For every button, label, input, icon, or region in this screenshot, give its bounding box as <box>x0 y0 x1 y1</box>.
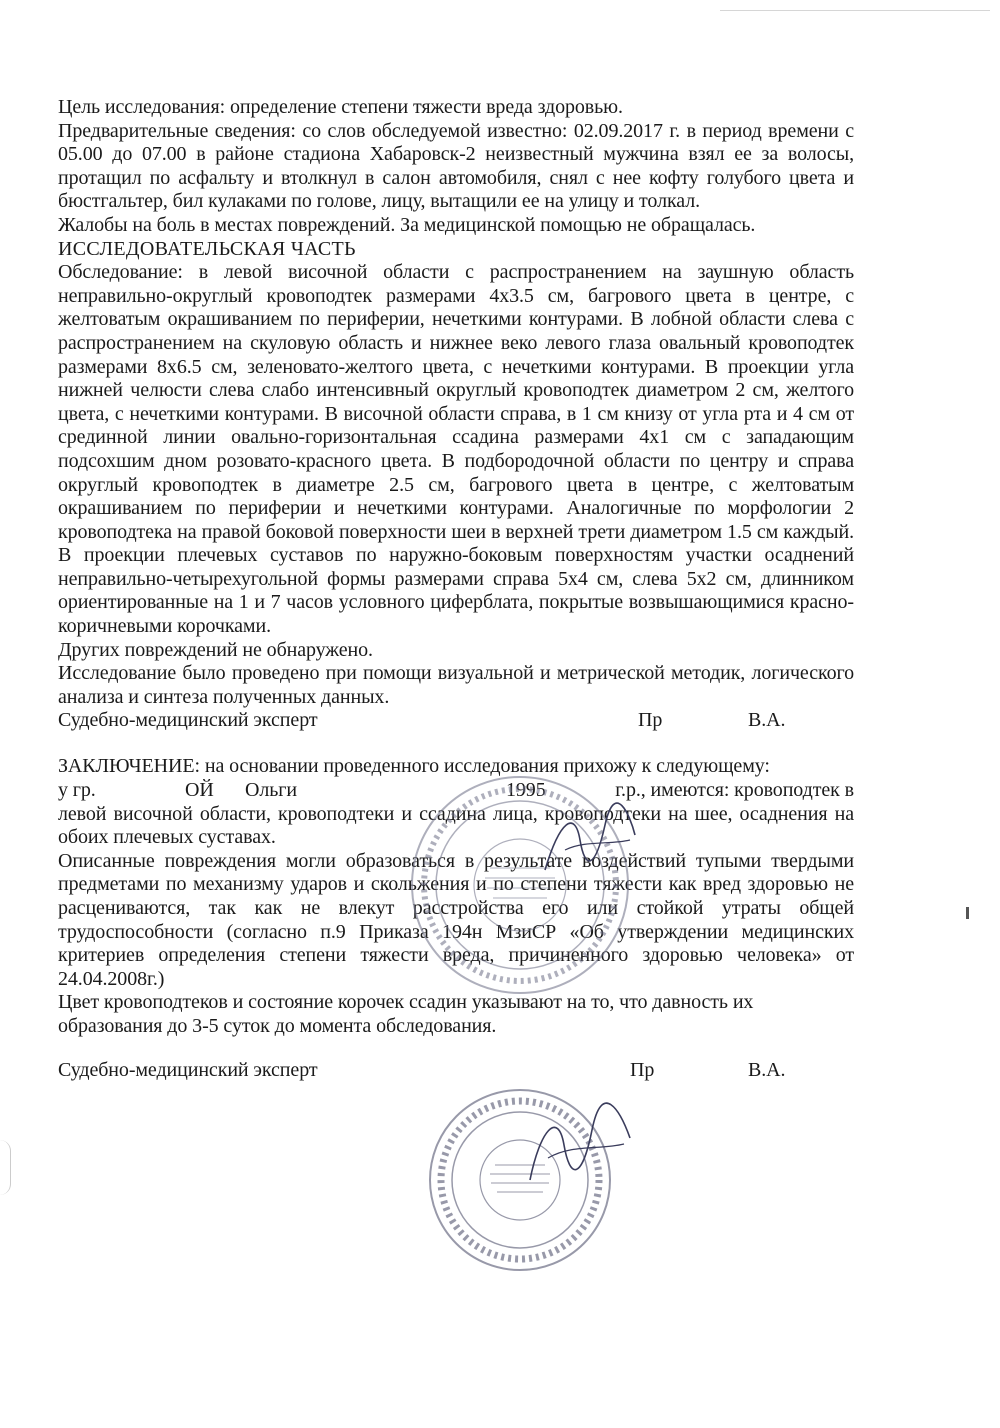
scan-mark <box>966 907 969 919</box>
signature-row-2 <box>58 1059 854 1083</box>
handwritten-signature-icon <box>535 800 645 885</box>
subject-surname: ОЙ <box>185 779 214 802</box>
conclusion-age: Цвет кровоподтеков и состояние корочек ссадин указывают на то, что давность их образования до 3-5 суток до момента обследования. <box>58 991 754 1037</box>
signature-row-1 <box>58 709 854 733</box>
subject-given-name: Ольги <box>245 779 297 802</box>
expert-initials-1: В.А. <box>748 709 786 732</box>
conclusion-intro: ЗАКЛЮЧЕНИЕ: на основании проведенного исследования прихожу к следующему: <box>58 755 770 778</box>
subject-prefix: у гр. <box>58 779 96 802</box>
conclusion-mechanism: Описанные повреждения могли образоваться в результате воздействий тупыми твердыми предметами по механизму ударов и скольжения и по степени тяжести как вред здоровью не расцениваются, так как не влекут расстройства его или стойкой утраты общей трудоспособности (согласно п.9 Приказа 194н МзиСР «Об утверждении медицинских критериев определения степени тяжести вреда, причиненного здоровью человека» от 24.04.2008г.) <box>58 849 854 990</box>
expert-title-2: Судебно-медицинский эксперт <box>58 1058 318 1081</box>
complaints-paragraph: Жалобы на боль в местах повреждений. За медицинской помощью не обращалась. <box>58 213 756 236</box>
handwritten-signature-icon <box>520 1100 640 1195</box>
expert-name-1: Пр <box>638 709 663 732</box>
methods-paragraph: Исследование было проведено при помощи визуальной и метрической методик, логического анализа и синтеза полученных данных. <box>58 662 854 708</box>
examination-paragraph: Обследование: в левой височной области с распространением на заушную область неправильно-округлый кровоподтек размерами 4х3.5 см, багрового цвета в центре, с желтоватым окрашиванием по периферии, нечеткими контурами. В лобной области слева с распространением на скуловую область и нижнее веко левого глаза овальный кровоподтек размерами 8х6.5 см, зеленовато-желтого цвета, с нечеткими контурами. В проекции угла нижней челюсти слева слабо интенсивный округлый кровоподтек диаметром 2 см, желтого цвета, с нечеткими контурами. В височной области справа, в 1 см книзу от угла рта и 4 см от срединной линии овально-горизонтальная ссадина размерами 4х1 см с западающим подсохшим дном розовато-красного цвета. В подбородочной области по центру и справа округлый кровоподтек в диаметре 2.5 см, багрового цвета в центре, с желтоватым окрашиванием по периферии и нечеткими контурами. Аналогичные по морфологии 2 кровоподтека на правой боковой поверхности шеи в верхней трети диаметром 1.5 см каждый. В проекции плечевых суставов по наружно-боковым поверхностям участки осаднений неправильно-четырехугольной формы размерами справа 5х4 см, слева 5х2 см, длинником ориентированные на 1 и 7 часов условного циферблата, покрытые возвышающимися красно-коричневыми корочками. <box>58 261 854 638</box>
subject-birth-year: 1995 <box>506 779 546 802</box>
subject-rest: г.р., имеются: кровоподтек в <box>615 779 854 802</box>
preliminary-paragraph: Предварительные сведения: со слов обследуемой известно: 02.09.2017 г. в период времени с 05.00 до 07.00 в районе стадиона Хабаровск-2 неизвестный мужчина взял ее за волосы, протащил по асфальту и втолкнул в салон автомобиля, снял с нее кофту голубого цвета и бюстгальтер, бил кулаками по голове, лицу, вытащили ее на улицу и толкал. <box>58 119 854 213</box>
scan-edge-mark <box>0 1140 11 1195</box>
expert-title-1: Судебно-медицинский эксперт <box>58 709 318 732</box>
conclusion-continuation: левой височной области, кровоподтеки и ссадина лица, кровоподтеки на шее, осаднения на обоих плечевых суставах. <box>58 802 854 849</box>
scan-edge-line <box>720 10 990 11</box>
research-heading: ИССЛЕДОВАТЕЛЬСКАЯ ЧАСТЬ <box>58 237 356 260</box>
expert-name-2: Пр <box>630 1058 655 1081</box>
purpose-paragraph: Цель исследования: определение степени тяжести вреда здоровью. <box>58 96 623 118</box>
no-other-injuries: Других повреждений не обнаружено. <box>58 638 373 661</box>
expert-initials-2: В.А. <box>748 1058 786 1081</box>
